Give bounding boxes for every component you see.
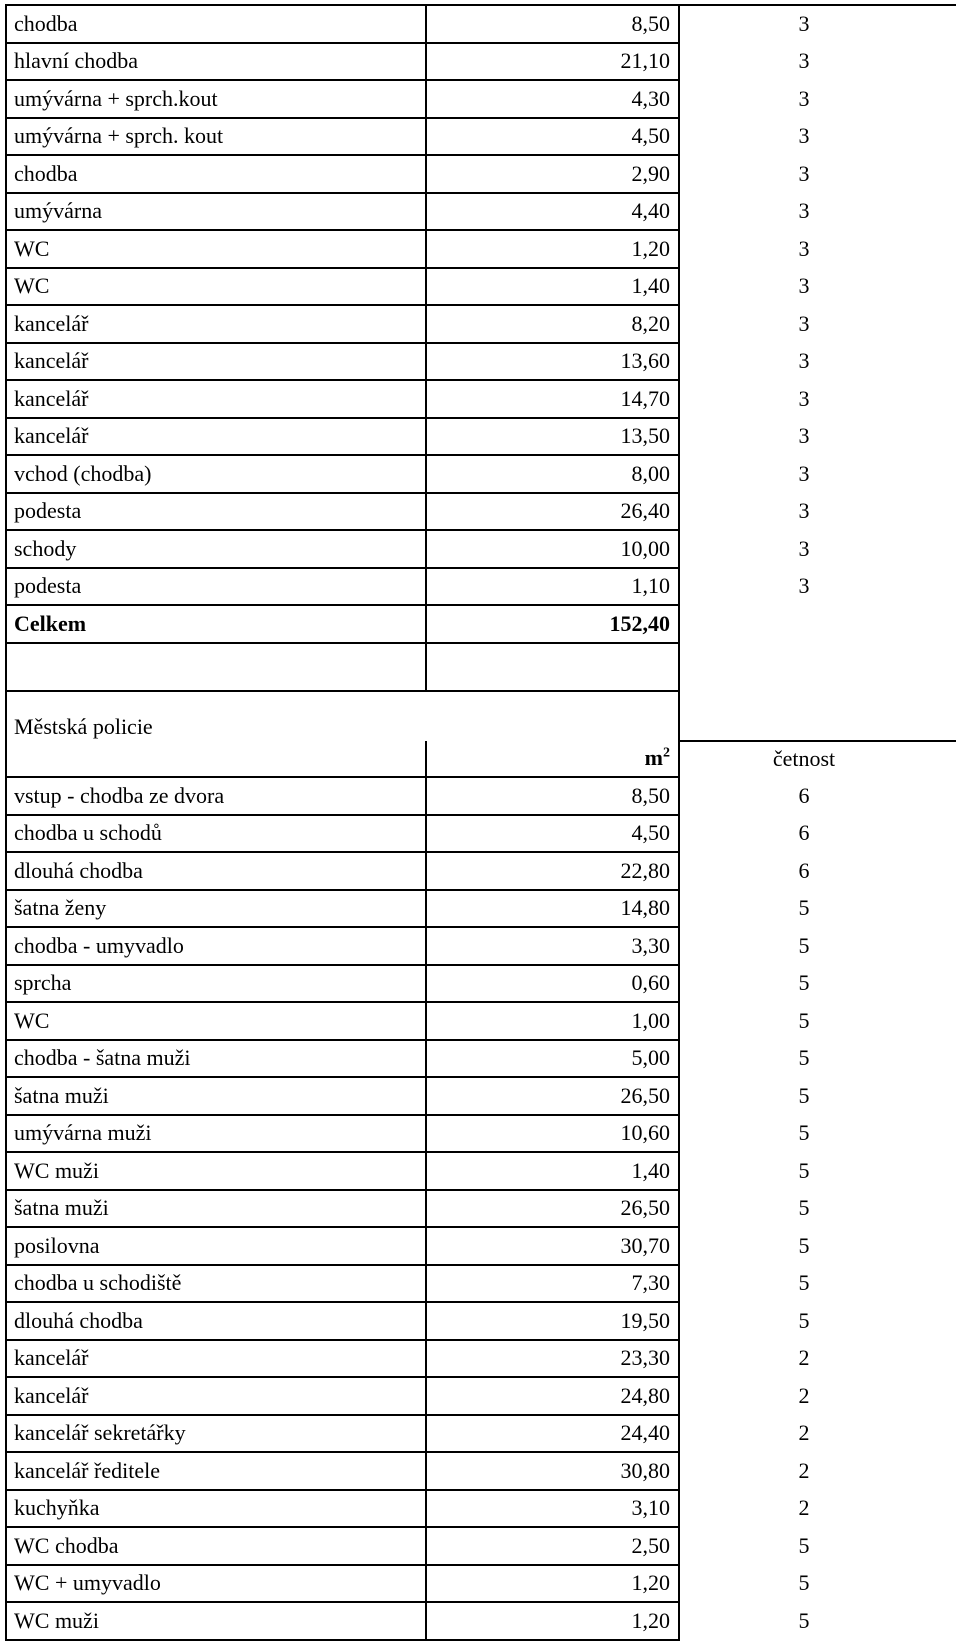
table-row (6, 1602, 956, 1640)
area-cell: 23,30 (426, 1340, 679, 1378)
room-name-cell: kancelář (6, 380, 426, 418)
frequency-cell: 5 (798, 1120, 810, 1146)
room-name-cell: vstup - chodba ze dvora (6, 777, 426, 815)
frequency-cell: 5 (798, 1082, 810, 1108)
area-cell: 1,20 (426, 230, 679, 268)
area-cell: 8,50 (426, 777, 679, 815)
frequency-cell: 2 (798, 1420, 810, 1446)
area-cell: 3,30 (426, 927, 679, 965)
frequency-cell: 5 (798, 1270, 810, 1296)
frequency-cell: 3 (798, 573, 810, 599)
table-row (6, 1452, 956, 1490)
frequency-cell: 2 (798, 1382, 810, 1408)
room-name-cell: WC + umyvadlo (6, 1565, 426, 1603)
room-name-cell: kancelář ředitele (6, 1452, 426, 1490)
frequency-cell: 3 (798, 48, 810, 74)
header-frequency: četnost (772, 746, 836, 772)
table-row (6, 380, 956, 418)
frequency-cell: 5 (798, 970, 810, 996)
table-row (6, 965, 956, 1003)
table2-body (6, 777, 956, 1640)
area-cell: 1,00 (426, 1002, 679, 1040)
area-cell: 4,40 (426, 193, 679, 231)
room-name-cell: WC (6, 1002, 426, 1040)
frequency-cell: 3 (798, 348, 810, 374)
frequency-cell: 3 (798, 85, 810, 111)
table-row (6, 5, 956, 43)
room-name-cell: vchod (chodba) (6, 455, 426, 493)
frequency-cell: 5 (798, 1045, 810, 1071)
area-cell: 13,60 (426, 343, 679, 381)
frequency-cell: 3 (798, 235, 810, 261)
frequency-cell: 3 (798, 535, 810, 561)
area-cell: 8,50 (426, 5, 679, 43)
blank-cell (426, 643, 679, 691)
section-title: Městská policie (6, 691, 426, 741)
frequency-cell: 5 (798, 1607, 810, 1633)
room-name-cell: umývárna (6, 193, 426, 231)
area-cell: 13,50 (426, 418, 679, 456)
total-label: Celkem (6, 605, 426, 643)
area-cell: 26,50 (426, 1077, 679, 1115)
room-name-cell: podesta (6, 568, 426, 606)
area-cell: 1,10 (426, 568, 679, 606)
header-area-exponent: 2 (663, 745, 670, 761)
total-freq-empty (679, 605, 956, 643)
header-area-unit: m (644, 745, 663, 771)
table-row (6, 80, 956, 118)
room-name-cell: schody (6, 530, 426, 568)
room-name-cell: chodba u schodiště (6, 1265, 426, 1303)
frequency-cell: 3 (679, 5, 956, 43)
frequency-cell: 5 (798, 932, 810, 958)
table-row (6, 1302, 956, 1340)
table1-footer (6, 605, 956, 777)
table-row (6, 1527, 956, 1565)
area-cell: 4,50 (426, 815, 679, 853)
room-name-cell: kancelář (6, 1377, 426, 1415)
frequency-cell: 5 (798, 1532, 810, 1558)
area-cell: 3,10 (426, 1490, 679, 1528)
frequency-cell: 3 (798, 385, 810, 411)
frequency-cell: 6 (798, 782, 810, 808)
frequency-cell: 6 (798, 857, 810, 883)
table-row (6, 305, 956, 343)
room-name-cell: chodba - umyvadlo (6, 927, 426, 965)
room-name-cell: umývárna + sprch. kout (6, 118, 426, 156)
frequency-cell: 5 (798, 1195, 810, 1221)
area-cell: 1,40 (426, 268, 679, 306)
table-row (6, 418, 956, 456)
room-name-cell: dlouhá chodba (6, 1302, 426, 1340)
table-row (6, 815, 956, 853)
table-row (6, 1002, 956, 1040)
room-name-cell: sprcha (6, 965, 426, 1003)
area-cell: 1,20 (426, 1602, 679, 1640)
area-cell: 24,80 (426, 1377, 679, 1415)
frequency-cell: 3 (798, 198, 810, 224)
table-row (6, 1377, 956, 1415)
room-name-cell: WC muži (6, 1602, 426, 1640)
table-row (6, 1115, 956, 1153)
table-row (6, 230, 956, 268)
table-row (6, 777, 956, 815)
frequency-cell: 2 (798, 1495, 810, 1521)
area-cell: 4,30 (426, 80, 679, 118)
blank-row (6, 643, 956, 691)
total-value: 152,40 (426, 605, 679, 643)
table-row (6, 455, 956, 493)
frequency-cell: 5 (798, 1232, 810, 1258)
room-area-table (5, 4, 956, 1641)
area-cell: 30,70 (426, 1227, 679, 1265)
table-row (6, 1040, 956, 1078)
frequency-cell: 5 (798, 1307, 810, 1333)
room-name-cell: kuchyňka (6, 1490, 426, 1528)
room-name-cell: dlouhá chodba (6, 852, 426, 890)
room-name-cell: WC muži (6, 1152, 426, 1190)
room-name-cell: WC chodba (6, 1527, 426, 1565)
spreadsheet (5, 4, 955, 1641)
room-name-cell: hlavní chodba (6, 43, 426, 81)
area-cell: 10,60 (426, 1115, 679, 1153)
area-cell: 0,60 (426, 965, 679, 1003)
header-name-empty (6, 741, 426, 778)
frequency-cell: 3 (798, 460, 810, 486)
room-name-cell: podesta (6, 493, 426, 531)
area-cell: 26,40 (426, 493, 679, 531)
room-name-cell: chodba - šatna muži (6, 1040, 426, 1078)
frequency-cell: 5 (798, 1007, 810, 1033)
room-name-cell: chodba (6, 5, 426, 43)
room-name-cell: WC (6, 230, 426, 268)
area-cell: 14,80 (426, 890, 679, 928)
area-cell: 5,00 (426, 1040, 679, 1078)
room-name-cell: posilovna (6, 1227, 426, 1265)
area-cell: 1,40 (426, 1152, 679, 1190)
area-cell: 1,20 (426, 1565, 679, 1603)
area-cell: 7,30 (426, 1265, 679, 1303)
frequency-cell: 5 (798, 895, 810, 921)
table-row (6, 890, 956, 928)
table-row (6, 118, 956, 156)
area-cell: 24,40 (426, 1415, 679, 1453)
room-name-cell: kancelář (6, 1340, 426, 1378)
frequency-cell: 2 (798, 1345, 810, 1371)
area-cell: 2,90 (426, 155, 679, 193)
area-cell: 14,70 (426, 380, 679, 418)
frequency-cell: 5 (798, 1570, 810, 1596)
room-name-cell: šatna muži (6, 1190, 426, 1228)
table-row (6, 43, 956, 81)
table-row (6, 568, 956, 606)
area-cell: 10,00 (426, 530, 679, 568)
room-name-cell: chodba u schodů (6, 815, 426, 853)
section-title-spacer (426, 691, 679, 741)
room-name-cell: kancelář sekretářky (6, 1415, 426, 1453)
blank-cell (679, 643, 956, 691)
table-row (6, 1340, 956, 1378)
table-row (6, 1077, 956, 1115)
room-name-cell: kancelář (6, 343, 426, 381)
frequency-cell: 3 (798, 273, 810, 299)
table-row (6, 493, 956, 531)
section-title-spacer (679, 691, 956, 741)
room-name-cell: WC (6, 268, 426, 306)
table-row (6, 1152, 956, 1190)
frequency-cell: 6 (798, 820, 810, 846)
table-row (6, 1190, 956, 1228)
room-name-cell: kancelář (6, 305, 426, 343)
room-name-cell: umývárna muži (6, 1115, 426, 1153)
area-cell: 26,50 (426, 1190, 679, 1228)
area-cell: 8,00 (426, 455, 679, 493)
frequency-cell: 3 (798, 123, 810, 149)
area-cell: 22,80 (426, 852, 679, 890)
room-name-cell: umývárna + sprch.kout (6, 80, 426, 118)
table-row (6, 155, 956, 193)
room-name-cell: kancelář (6, 418, 426, 456)
area-cell: 30,80 (426, 1452, 679, 1490)
room-name-cell: šatna muži (6, 1077, 426, 1115)
section-title-row (6, 691, 956, 741)
table-row (6, 1415, 956, 1453)
table1-body (6, 5, 956, 605)
total-row (6, 605, 956, 643)
table-row (6, 927, 956, 965)
table-row (6, 193, 956, 231)
table-row (6, 1490, 956, 1528)
frequency-cell: 3 (798, 310, 810, 336)
table-row (6, 530, 956, 568)
area-cell: 19,50 (426, 1302, 679, 1340)
table-row (6, 1565, 956, 1603)
area-cell: 21,10 (426, 43, 679, 81)
table-row (6, 268, 956, 306)
frequency-cell: 3 (798, 160, 810, 186)
frequency-cell: 3 (798, 498, 810, 524)
blank-cell (6, 643, 426, 691)
table-row (6, 343, 956, 381)
area-cell: 8,20 (426, 305, 679, 343)
table-row (6, 852, 956, 890)
table-row (6, 1265, 956, 1303)
frequency-cell: 3 (798, 423, 810, 449)
area-cell: 2,50 (426, 1527, 679, 1565)
frequency-cell: 2 (798, 1457, 810, 1483)
column-header-row (6, 741, 956, 778)
room-name-cell: šatna ženy (6, 890, 426, 928)
table-row (6, 1227, 956, 1265)
header-area (426, 741, 679, 778)
frequency-cell: 5 (798, 1157, 810, 1183)
area-cell: 4,50 (426, 118, 679, 156)
room-name-cell: chodba (6, 155, 426, 193)
